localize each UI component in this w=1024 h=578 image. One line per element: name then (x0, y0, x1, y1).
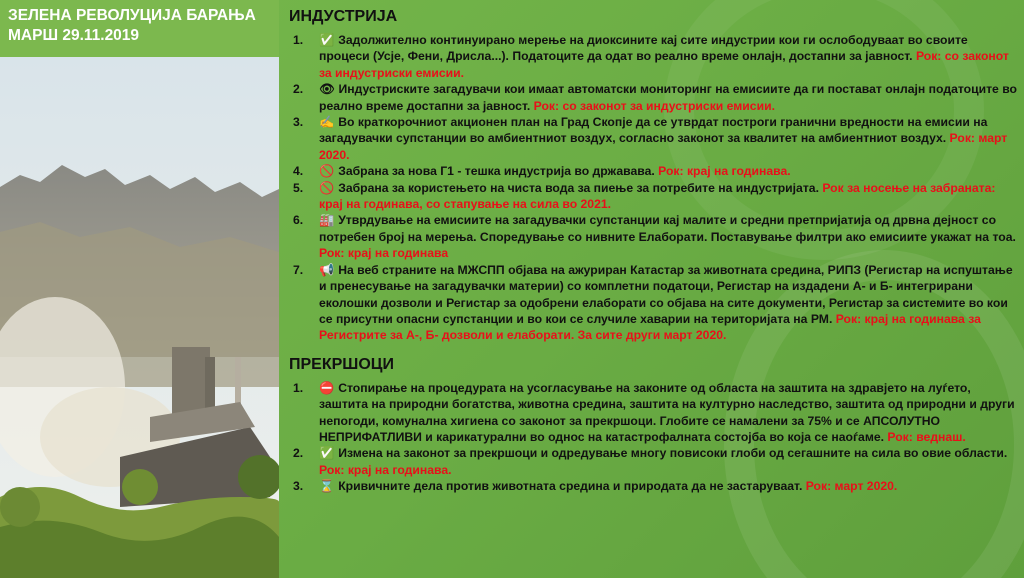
industrial-landscape-photo (0, 57, 279, 578)
industry-heading: ИНДУСТРИЈА (289, 8, 398, 25)
hourglass-icon: ⌛ (319, 479, 335, 494)
no-entry-icon: ⛔ (319, 380, 335, 395)
prohibited-icon: 🚫 (319, 180, 335, 195)
prohibited-icon: 🚫 (319, 164, 335, 179)
list-item: 2. 👁 Индустриските загадувачи кои имаат автоматски мониторинг на емисиите да ги постават онлајн податоците во реално време достапни за јавност. Рок: со законот за индустриски емисии. (293, 82, 1017, 113)
slide-title (0, 0, 279, 57)
check-icon: ✅ (319, 33, 335, 47)
deadline: Рок: крај на годинава. (658, 164, 791, 179)
check-icon: ✅ (319, 446, 335, 461)
left-panel (0, 0, 279, 578)
list-item: 1. ✅ Задолжително континуирано мерење на диоксините кај сите индустрии кои ги ослободуваат во своите процеси (Усје, Фени, Дрисла...). Податоците да одат во реално време онлајн, достапни за јавност. Рок: со законот за индустриски емисии. (293, 33, 1009, 80)
deadline: Рок: крај на годинава за Регистрите за А-, Б- дозволи и елаборати. За сите други март 2020. (319, 311, 981, 343)
deadline: Рок: март 2020. (319, 131, 1008, 162)
list-item: 4. 🚫 Забрана за нова Г1 - тешка индустрија во државава. Рок: крај на годинава. (293, 164, 791, 179)
eye-icon: 👁 (319, 82, 335, 97)
industry-list (289, 32, 1017, 344)
list-item: 7. 📢 На веб страните на МЖСПП објава на ажуриран Катастар за животната средина, РИПЗ (Регистар на испуштање и пренесување на загадувачки материи) со комплетни податоци, Регистар на издадени А- и Б- интегрирани еколошки дозволи и Регистар за одобрени елаборати со објава на сите документи, Регистар за системите во кои се присутни опасни супстанции и во кои се случиле хаварии на територијата на РМ. Рок: крај на годинава за Регистрите за А-, Б- дозволи и елаборати. За сите други март 2020. (293, 262, 1013, 343)
list-item: 2. ✅ Измена на законот за прекршоци и одредување многу повисоки глоби од сегашните на сила во овие области. Рок: крај на годинава. (293, 446, 1008, 477)
deadline: Рок: крај на годинава (319, 246, 449, 261)
offenses-heading: ПРЕКРШОЦИ (289, 355, 394, 373)
list-item: 3. ✍ Во краткорочниот акционен план на Град Скопје да се утврдат построги гранични вредности на емисии на загадувачки супстанции во амбиентниот воздух, согласно законот за квалитет на амбиентниот воздух. Рок: март 2020. (293, 115, 1008, 162)
deadline: Рок за носење на забраната: крај на годинава, со стапување на сила во 2021. (319, 180, 996, 212)
title-line-2: МАРШ 29.11.2019 (8, 27, 140, 44)
title-line-1: ЗЕЛЕНА РЕВОЛУЦИЈА БАРАЊА (8, 7, 256, 24)
offenses-list (289, 380, 1017, 495)
list-item: 5. 🚫 Забрана за користењето на чиста вода за пиење за потребите на индустријата. Рок за носење на забраната: крај на годинава, со стапување на сила во 2021. (293, 180, 996, 212)
deadline: Рок: веднаш. (887, 429, 966, 444)
writing-hand-icon: ✍ (319, 115, 335, 130)
megaphone-icon: 📢 (319, 262, 335, 277)
factory-icon: 🏭 (319, 213, 335, 228)
deadline: Рок: крај на годинава. (319, 462, 452, 477)
list-item: 1. ⛔ Стопирање на процедурата на усогласување на законите од областа на заштита на здравјето на луѓето, заштита на природни богатства, животна средина, заштита на културно наследство, заштита од природни и други непогоди, комунална хигиена со законот за прекршоци. Глобите се намалени за 75% и се АПСОЛУТНО НЕПРИФАТЛИВИ и карикатурални во однос на катастрофалната состојба во која се наоѓаме. Рок: веднаш. (293, 380, 1015, 444)
deadline: Рок: со законот за индустриски емисии. (533, 98, 775, 113)
deadline: Рок: март 2020. (805, 479, 898, 494)
list-item: 3. ⌛ Кривичните дела против животната средина и природата да не застаруваат. Рок: март 2020. (293, 479, 898, 494)
deadline: Рок: со законот за индустриски емисии. (319, 49, 1009, 80)
content-panel (289, 8, 1017, 495)
list-item: 6. 🏭 Утврдување на емисиите на загадувачки супстанции кај малите и средни претпријатија од дрвна дејност со потребен број на мерења. Споредување со нивните Елаборати. Поставување филтри ако емисиите укажат на тоа. Рок: крај на годинава (293, 213, 1016, 261)
